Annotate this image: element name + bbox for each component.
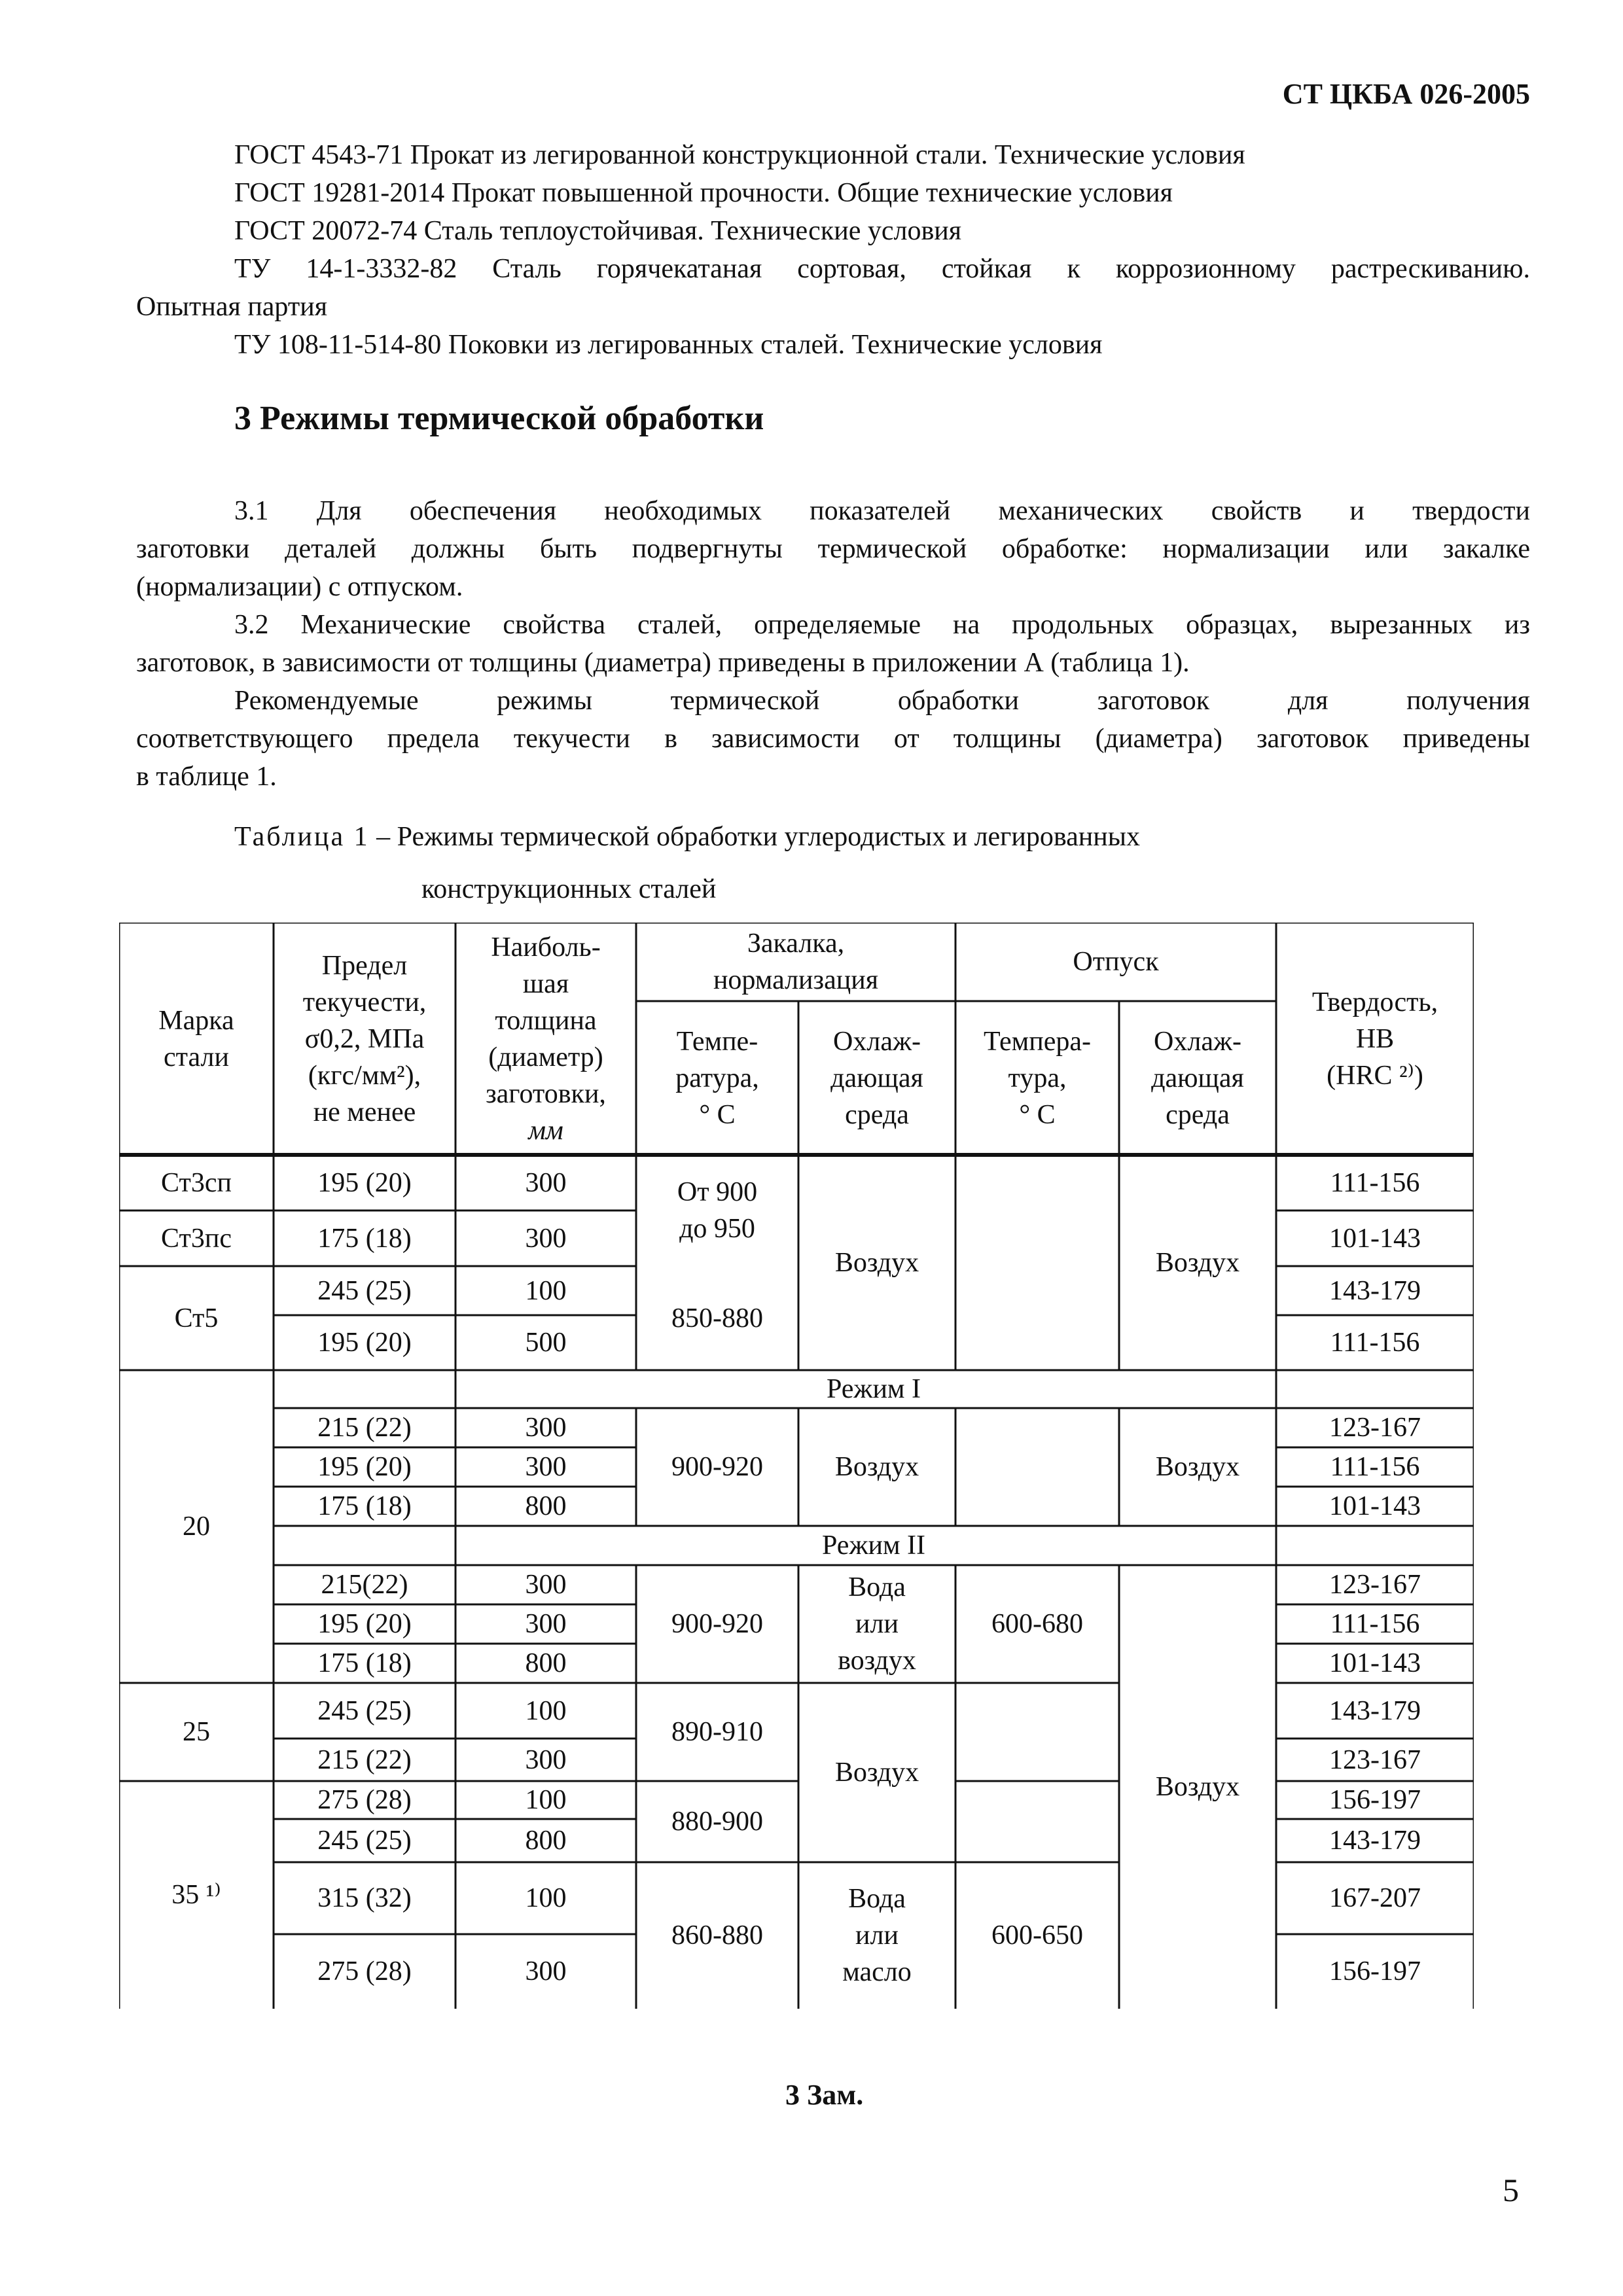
yield-cell: 245 (25): [317, 1275, 412, 1306]
quench-temp-cell: 900-920: [671, 1452, 763, 1482]
quench-temp-cell: 880-900: [671, 1807, 763, 1837]
hardness-cell: 156-197: [1329, 1785, 1421, 1815]
paragraph-line: в таблице 1.: [136, 762, 277, 792]
yield-cell: 195 (20): [317, 1328, 412, 1358]
header-temper-cool: Охлаж- дающая среда: [1151, 1026, 1244, 1130]
thickness-cell: 800: [525, 1648, 567, 1678]
hardness-cell: 167-207: [1329, 1883, 1421, 1913]
quench-temp-cell: 890-910: [671, 1717, 763, 1747]
quench-temp-cell: 900-920: [671, 1609, 763, 1639]
yield-cell: 175 (18): [317, 1223, 412, 1254]
hardness-cell: 143-179: [1329, 1695, 1421, 1726]
yield-cell: 275 (28): [317, 1785, 412, 1815]
hardness-cell: 111-156: [1330, 1452, 1420, 1482]
header-thickness: Наиболь- шая толщина (диаметр) заготовки, мм: [486, 932, 606, 1146]
grade-cell: 20: [183, 1511, 210, 1542]
yield-cell: 195 (20): [317, 1452, 412, 1482]
thickness-cell: 300: [525, 1570, 567, 1600]
document-code: СТ ЦКБА 026-2005: [1282, 78, 1530, 110]
header-temper: Отпуск: [1073, 947, 1159, 977]
mode-row: Режим I: [826, 1374, 921, 1404]
thickness-cell: 300: [525, 1609, 567, 1639]
thickness-cell: 100: [525, 1785, 567, 1815]
heat-treatment-table: [119, 923, 1474, 2009]
paragraph-line: 3.2 Механические свойства сталей, определяемые на продольных образцах, вырезанных из: [234, 610, 1530, 640]
temper-cool-cell: Воздух: [1155, 1452, 1240, 1482]
thickness-cell: 100: [525, 1695, 567, 1726]
quench-cool-cell: Воздух: [834, 1452, 919, 1482]
hardness-cell: 101-143: [1329, 1491, 1421, 1521]
temper-temp-cell: 600-650: [991, 1920, 1083, 1951]
page-number: 5: [1503, 2172, 1519, 2208]
hardness-cell: 123-167: [1329, 1744, 1421, 1775]
hardness-cell: 123-167: [1329, 1413, 1421, 1443]
thickness-cell: 100: [525, 1883, 567, 1913]
yield-cell: 175 (18): [317, 1491, 412, 1521]
temper-temp-cell: 600-680: [991, 1609, 1083, 1639]
yield-cell: 275 (28): [317, 1956, 412, 1987]
ref-line: ГОСТ 20072-74 Сталь теплоустойчивая. Технические условия: [234, 216, 962, 246]
yield-cell: 215 (22): [317, 1744, 412, 1775]
temper-cool-cell: Воздух: [1155, 1247, 1240, 1278]
thickness-cell: 300: [525, 1956, 567, 1987]
header-temper-temp: Темпера- тура, ° С: [983, 1026, 1092, 1130]
grade-cell: 25: [183, 1717, 210, 1747]
hardness-cell: 111-156: [1330, 1328, 1420, 1358]
mode-row: Режим II: [822, 1530, 925, 1561]
yield-cell: 175 (18): [317, 1648, 412, 1678]
yield-cell: 245 (25): [317, 1826, 412, 1856]
quench-cool-cell: Вода или масло: [842, 1884, 912, 1987]
yield-cell: 195 (20): [317, 1609, 412, 1639]
yield-cell: 245 (25): [317, 1695, 412, 1726]
grade-cell: Ст5: [174, 1303, 219, 1333]
paragraph-line: Рекомендуемые режимы термической обработки заготовок для получения: [234, 686, 1530, 716]
yield-cell: 315 (32): [317, 1883, 412, 1913]
header-grade: Марка стали: [158, 1005, 234, 1072]
hardness-cell: 156-197: [1329, 1956, 1421, 1987]
header-yield: Предел текучести, σ0,2, МПа (кгс/мм²), не менее: [302, 950, 427, 1127]
paragraph-line: заготовки деталей должны быть подвергнуты термической обработке: нормализации или закалке: [136, 534, 1530, 564]
thickness-cell: 300: [525, 1452, 567, 1482]
hardness-cell: 101-143: [1329, 1223, 1421, 1254]
table-caption-line2: конструкционных сталей: [421, 874, 717, 904]
grade-cell: Ст3сп: [161, 1167, 232, 1198]
paragraph-line: соответствующего предела текучести в зависимости от толщины (диаметра) заготовок приведены: [136, 724, 1530, 754]
quench-temp-cell: 860-880: [671, 1920, 763, 1951]
table-caption-label: Таблица 1: [234, 822, 370, 852]
thickness-cell: 300: [525, 1744, 567, 1775]
hardness-cell: 111-156: [1330, 1167, 1420, 1198]
quench-temp-cell: От 900 до 950: [677, 1177, 758, 1244]
yield-cell: 195 (20): [317, 1167, 412, 1198]
header-hardness: Твердость, НВ (HRC ²⁾): [1311, 987, 1438, 1091]
thickness-cell: 300: [525, 1167, 567, 1198]
yield-cell: 215(22): [321, 1570, 408, 1600]
ref-line: ТУ 14-1-3332-82 Сталь горячекатаная сортовая, стойкая к коррозионному растрескиванию.: [234, 254, 1530, 284]
table-caption-text: – Режимы термической обработки углеродистых и легированных: [369, 822, 1140, 852]
thickness-cell: 800: [525, 1491, 567, 1521]
thickness-cell: 500: [525, 1328, 567, 1358]
thickness-cell: 300: [525, 1413, 567, 1443]
hardness-cell: 143-179: [1329, 1275, 1421, 1306]
quench-temp-cell: 850-880: [671, 1303, 763, 1333]
paragraph-line: (нормализации) с отпуском.: [136, 572, 463, 602]
thickness-cell: 100: [525, 1275, 567, 1306]
temper-cool-cell: Воздух: [1155, 1772, 1240, 1802]
section-title: 3 Режимы термической обработки: [234, 400, 764, 437]
hardness-cell: 123-167: [1329, 1570, 1421, 1600]
quench-cool-cell: Воздух: [834, 1247, 919, 1278]
hardness-cell: 143-179: [1329, 1826, 1421, 1856]
hardness-cell: 111-156: [1330, 1609, 1420, 1639]
grade-cell: 35 ¹⁾: [171, 1880, 221, 1910]
hardness-cell: 101-143: [1329, 1648, 1421, 1678]
ref-line: ГОСТ 19281-2014 Прокат повышенной прочности. Общие технические условия: [234, 178, 1173, 208]
grade-cell: Ст3пс: [161, 1223, 232, 1254]
header-quench-cool: Охлаж- дающая среда: [830, 1026, 923, 1130]
quench-cool-cell: Воздух: [834, 1757, 919, 1788]
ref-line: ТУ 108-11-514-80 Поковки из легированных сталей. Технические условия: [234, 330, 1103, 360]
change-note: 3 Зам.: [785, 2079, 864, 2111]
table-caption: [234, 818, 1140, 856]
thickness-cell: 300: [525, 1223, 567, 1254]
paragraph-line: заготовок, в зависимости от толщины (диаметра) приведены в приложении А (таблица 1).: [136, 648, 1190, 678]
header-quench-temp: Темпе- ратура, ° С: [675, 1026, 759, 1130]
thickness-cell: 800: [525, 1826, 567, 1856]
ref-line: ГОСТ 4543-71 Прокат из легированной конструкционной стали. Технические условия: [234, 140, 1245, 170]
ref-line: Опытная партия: [136, 292, 328, 322]
yield-cell: 215 (22): [317, 1413, 412, 1443]
quench-cool-cell: Вода или воздух: [838, 1572, 916, 1676]
paragraph-line: 3.1 Для обеспечения необходимых показателей механических свойств и твердости: [234, 496, 1530, 526]
header-quench: Закалка, нормализация: [713, 928, 879, 995]
